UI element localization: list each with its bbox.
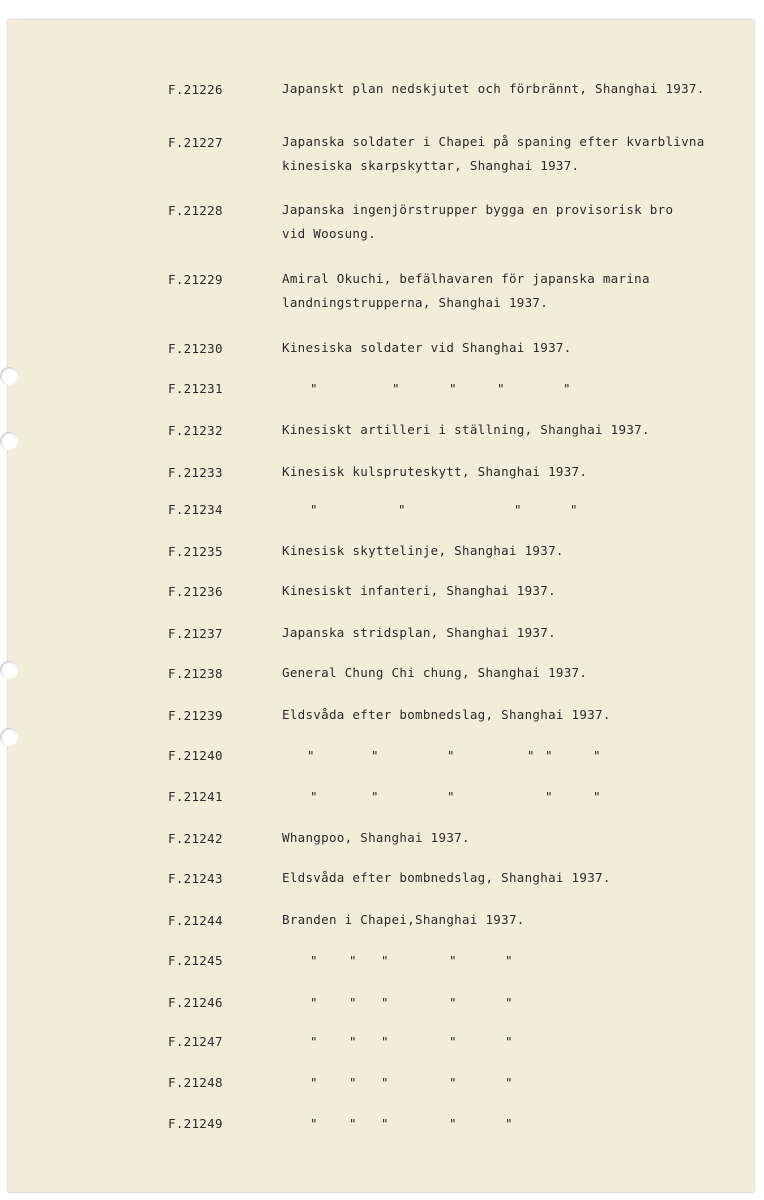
ditto-mark: " <box>570 502 578 517</box>
punch-hole <box>0 432 18 450</box>
ditto-mark: " <box>349 1075 357 1090</box>
ditto-mark: " <box>505 995 513 1010</box>
ditto-mark: " <box>449 1075 457 1090</box>
ditto-mark: " <box>310 1116 318 1131</box>
ditto-mark: " <box>449 953 457 968</box>
ditto-mark: " <box>563 381 571 396</box>
entry-description: Japanskt plan nedskjutet och förbrännt, Shanghai 1937. <box>282 81 705 96</box>
entry-reference-number: F.21236 <box>168 584 223 599</box>
entry-reference-number: F.21235 <box>168 544 223 559</box>
entry-description: Kinesisk kulspruteskytt, Shanghai 1937. <box>282 464 588 479</box>
ditto-marks <box>8 1116 754 1136</box>
ditto-mark: " <box>505 1116 513 1131</box>
punch-hole <box>0 661 18 679</box>
ditto-mark: " <box>505 1075 513 1090</box>
entry-reference-number: F.21226 <box>168 82 223 97</box>
ditto-mark: " <box>449 1034 457 1049</box>
entry-description: Japanska ingenjörstrupper bygga en provisorisk bro vid Woosung. <box>282 202 674 241</box>
entry-reference-number: F.21244 <box>168 913 223 928</box>
entry-reference-number: F.21249 <box>168 1116 223 1131</box>
ditto-mark: " <box>349 995 357 1010</box>
entry-reference-number: F.21230 <box>168 341 223 356</box>
ditto-marks <box>8 995 754 1015</box>
entry-description: Japanska stridsplan, Shanghai 1937. <box>282 625 556 640</box>
entry-description: Branden i Chapei,Shanghai 1937. <box>282 912 525 927</box>
entry-reference-number: F.21229 <box>168 272 223 287</box>
ditto-mark: " <box>545 789 553 804</box>
entry-description: Kinesiska soldater vid Shanghai 1937. <box>282 340 572 355</box>
ditto-mark: " <box>505 953 513 968</box>
entry-reference-number: F.21232 <box>168 423 223 438</box>
ditto-mark: " <box>497 381 505 396</box>
entry-reference-number: F.21231 <box>168 381 223 396</box>
ditto-mark: " <box>449 1116 457 1131</box>
ditto-mark: " <box>371 789 379 804</box>
entry-reference-number: F.21228 <box>168 203 223 218</box>
document-sheet <box>8 20 754 1192</box>
ditto-mark: " <box>310 789 318 804</box>
entry-description: General Chung Chi chung, Shanghai 1937. <box>282 665 588 680</box>
ditto-mark: " <box>593 789 601 804</box>
entry-reference-number: F.21234 <box>168 502 223 517</box>
ditto-mark: " <box>310 1034 318 1049</box>
ditto-mark: " <box>449 381 457 396</box>
entry-reference-number: F.21233 <box>168 465 223 480</box>
ditto-mark: " <box>392 381 400 396</box>
entry-reference-number: F.21239 <box>168 708 223 723</box>
ditto-mark: " <box>307 748 315 763</box>
entry-description: Eldsvåda efter bombnedslag, Shanghai 1937. <box>282 870 611 885</box>
ditto-marks <box>8 953 754 973</box>
ditto-mark: " <box>505 1034 513 1049</box>
entry-description: Kinesiskt artilleri i ställning, Shanghai 1937. <box>282 422 650 437</box>
ditto-mark: " <box>310 953 318 968</box>
ditto-mark: " <box>381 953 389 968</box>
ditto-mark: " <box>545 748 553 763</box>
ditto-mark: " <box>349 953 357 968</box>
entry-reference-number: F.21240 <box>168 748 223 763</box>
ditto-mark: " <box>310 995 318 1010</box>
ditto-mark: " <box>447 789 455 804</box>
entry-description: Kinesiskt infanteri, Shanghai 1937. <box>282 583 556 598</box>
entry-reference-number: F.21242 <box>168 831 223 846</box>
ditto-mark: " <box>449 995 457 1010</box>
ditto-mark: " <box>349 1034 357 1049</box>
ditto-mark: " <box>593 748 601 763</box>
entry-reference-number: F.21248 <box>168 1075 223 1090</box>
ditto-marks <box>8 789 754 809</box>
entry-description: Amiral Okuchi, befälhavaren för japanska marina landningstrupperna, Shanghai 1937. <box>282 271 650 310</box>
entry-reference-number: F.21227 <box>168 135 223 150</box>
ditto-marks <box>8 381 754 401</box>
entry-description: Eldsvåda efter bombnedslag, Shanghai 1937. <box>282 707 611 722</box>
punch-hole <box>0 728 18 746</box>
entry-reference-number: F.21245 <box>168 953 223 968</box>
ditto-mark: " <box>381 1034 389 1049</box>
ditto-mark: " <box>310 381 318 396</box>
entry-reference-number: F.21243 <box>168 871 223 886</box>
ditto-mark: " <box>527 748 535 763</box>
ditto-marks <box>8 748 754 768</box>
entry-reference-number: F.21247 <box>168 1034 223 1049</box>
ditto-marks <box>8 1075 754 1095</box>
ditto-mark: " <box>310 502 318 517</box>
entry-reference-number: F.21246 <box>168 995 223 1010</box>
ditto-mark: " <box>381 1075 389 1090</box>
entry-reference-number: F.21237 <box>168 626 223 641</box>
ditto-mark: " <box>371 748 379 763</box>
ditto-marks <box>8 502 754 522</box>
ditto-mark: " <box>447 748 455 763</box>
ditto-mark: " <box>349 1116 357 1131</box>
ditto-mark: " <box>398 502 406 517</box>
entry-reference-number: F.21241 <box>168 789 223 804</box>
entry-description: Japanska soldater i Chapei på spaning efter kvarblivna kinesiska skarpskyttar, Shanghai 1937. <box>282 134 705 173</box>
ditto-mark: " <box>514 502 522 517</box>
ditto-mark: " <box>381 1116 389 1131</box>
ditto-marks <box>8 1034 754 1054</box>
entry-description: Whangpoo, Shanghai 1937. <box>282 830 470 845</box>
ditto-mark: " <box>310 1075 318 1090</box>
entry-description: Kinesisk skyttelinje, Shanghai 1937. <box>282 543 564 558</box>
ditto-mark: " <box>381 995 389 1010</box>
entry-reference-number: F.21238 <box>168 666 223 681</box>
